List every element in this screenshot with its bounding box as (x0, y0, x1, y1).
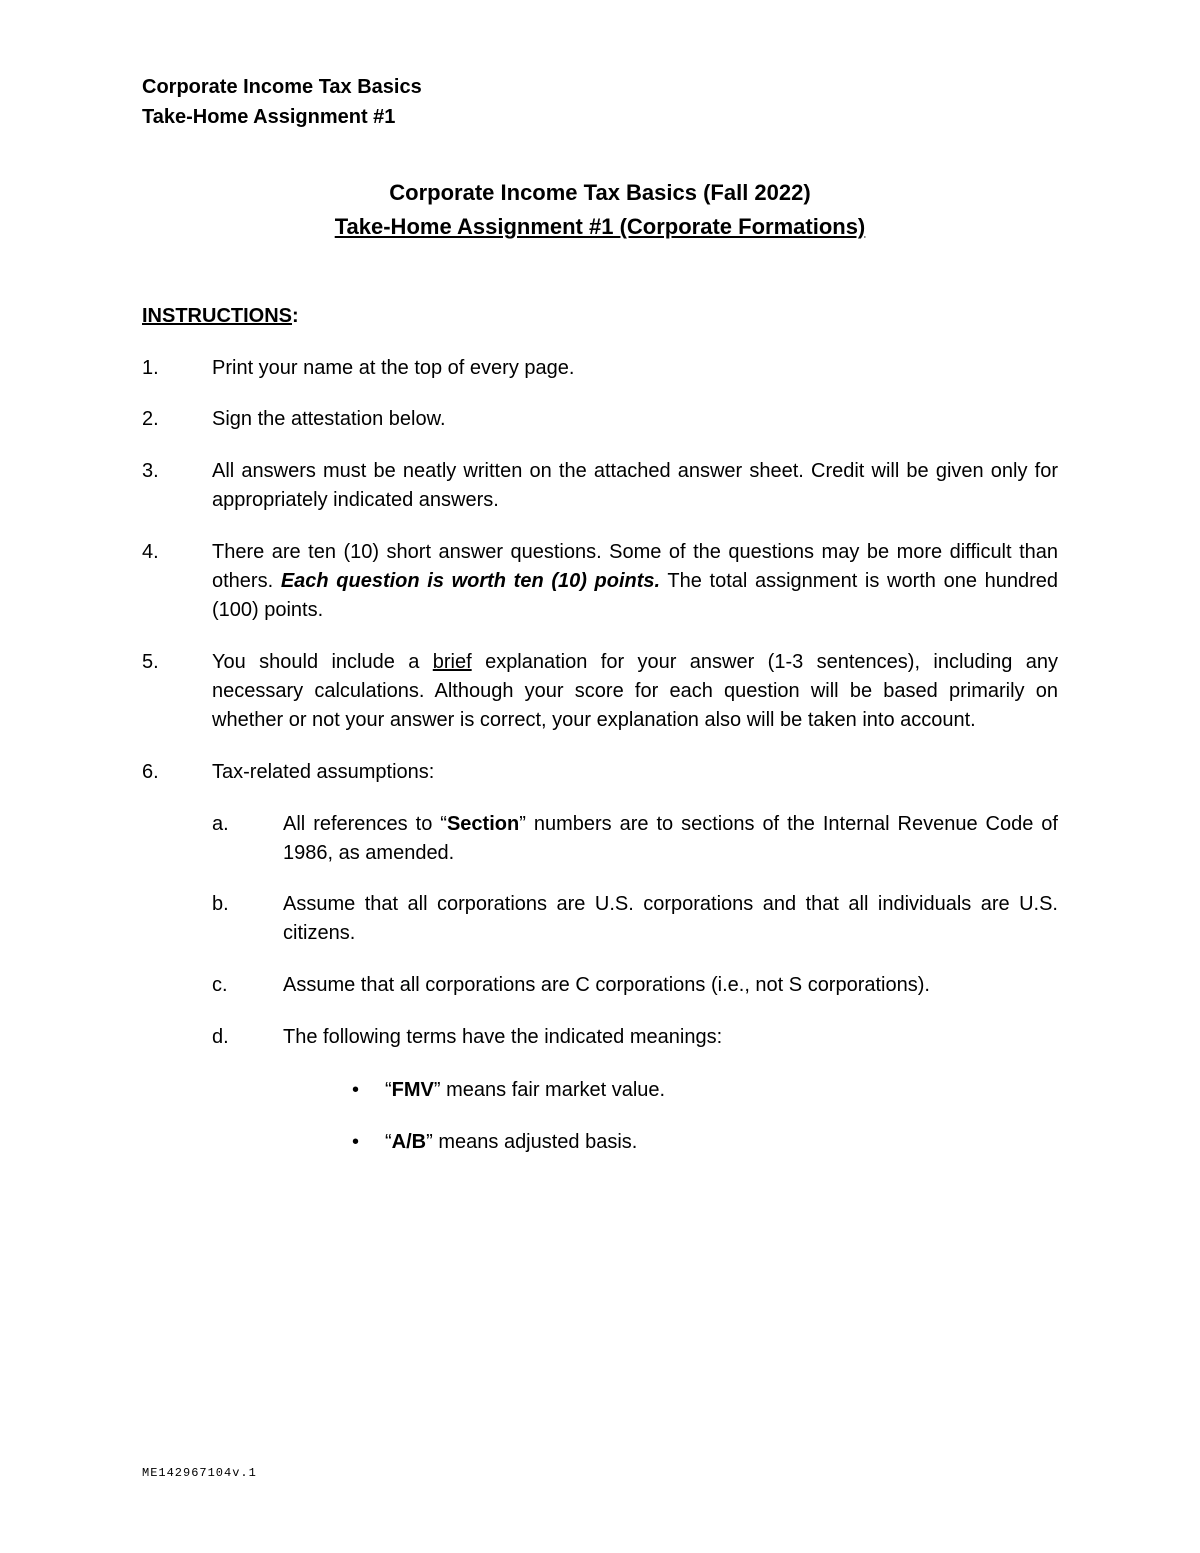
definition-meaning: means adjusted basis. (432, 1131, 638, 1153)
item-text: Tax-related assumptions: (212, 761, 435, 783)
assumption-text (283, 810, 1058, 868)
document-title (0, 176, 1200, 244)
assumption-text-part: All references to “ (283, 813, 447, 835)
definition-meaning: means fair market value. (440, 1079, 666, 1101)
instructions-heading-colon: : (292, 305, 299, 327)
definition-quote: ” (426, 1131, 433, 1153)
assumption-text: The following terms have the indicated meanings: (283, 1026, 723, 1048)
assumption-letter: a. (212, 813, 229, 835)
item-number: 5. (142, 651, 159, 673)
item-text (212, 648, 1058, 735)
item-underlined-word: brief (432, 651, 472, 673)
running-header-course: Corporate Income Tax Basics (142, 76, 422, 98)
assumption-letter: c. (212, 974, 228, 996)
running-header (142, 72, 422, 132)
bullet-icon: • (352, 1131, 360, 1153)
item-text-part: You should include a (212, 651, 433, 673)
assumption-text: Assume that all corporations are C corporations (i.e., not S corporations). (283, 974, 930, 996)
item-text-part: explanation for your answer (1-3 sentences), including any necessary calculations. Although your score for each question will be based primarily on whether or not your answer is correct, your explanation also will be taken into account. (212, 651, 1058, 731)
item-text-part: The total assignment is worth one hundred (100) points. (212, 570, 1058, 621)
item-text (212, 538, 1058, 625)
instructions-heading (142, 302, 299, 330)
item-text: Print your name at the top of every page. (212, 357, 575, 379)
definition-text (385, 1076, 665, 1105)
definition-quote: ” (433, 1079, 441, 1101)
assumption-text: Assume that all corporations are U.S. corporations and that all individuals are U.S. citizens. (283, 893, 1058, 944)
item-number: 1. (142, 357, 159, 379)
item-text: Sign the attestation below. (212, 408, 446, 430)
item-text: All answers must be neatly written on the attached answer sheet. Credit will be given only for appropriately indicated answers. (212, 460, 1058, 511)
definition-quote: “ (385, 1079, 392, 1101)
item-number: 2. (142, 408, 159, 430)
assumption-letter: d. (212, 1026, 229, 1048)
running-header-assignment: Take-Home Assignment #1 (142, 106, 396, 128)
item-emphasis: Each question is worth ten (10) points. (280, 570, 661, 592)
definition-term: A/B (391, 1131, 427, 1153)
assumption-bold-term: Section (446, 813, 520, 835)
definition-term: FMV (391, 1079, 434, 1101)
assumption-letter: b. (212, 893, 229, 915)
item-number: 3. (142, 460, 159, 482)
bullet-icon: • (352, 1079, 360, 1101)
item-number: 4. (142, 541, 159, 563)
title-subtitle: Take-Home Assignment #1 (Corporate Formations) (334, 214, 866, 239)
instructions-heading-text: INSTRUCTIONS (142, 305, 292, 327)
title-main: Corporate Income Tax Basics (Fall 2022) (389, 180, 811, 205)
assumption-text-part: ” numbers are to sections of the Internal Revenue Code of 1986, as amended. (283, 813, 1058, 864)
definition-text (385, 1128, 637, 1157)
item-text-part: There are ten (10) short answer questions. Some of the questions may be more difficult than others. (212, 541, 1058, 592)
definition-quote: “ (385, 1131, 392, 1153)
item-number: 6. (142, 761, 159, 783)
document-id-footer: ME142967104v.1 (142, 1466, 257, 1480)
